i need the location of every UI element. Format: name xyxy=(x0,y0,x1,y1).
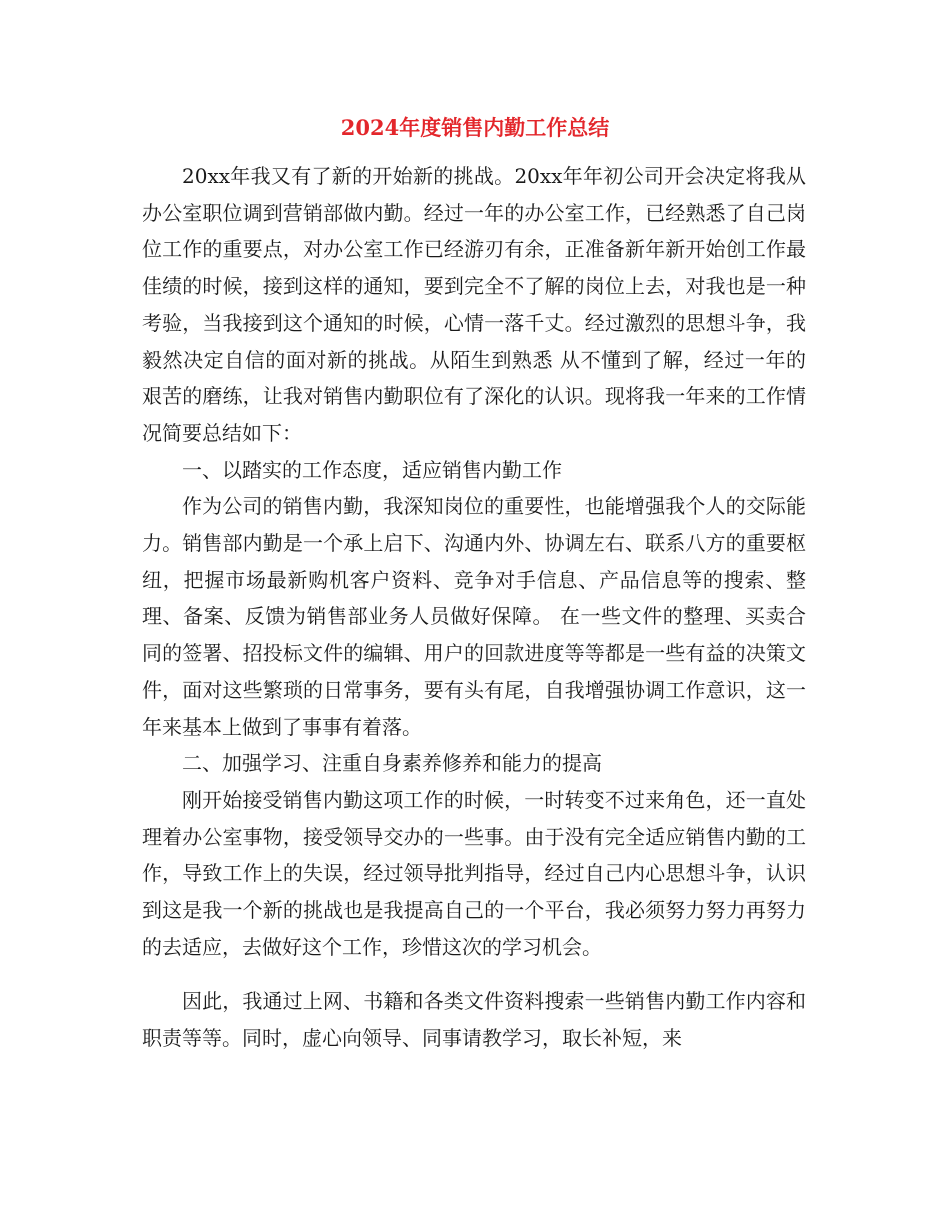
paragraph-section-2: 刚开始接受销售内勤这项工作的时候，一时转变不过来角色，还一直处理着办公室事物，接受领导交办的一些事。由于没有完全适应销售内勤的工作，导致工作上的失误，经过领导批判指导，经过自己内心思想斗争，认识到这是我一个新的挑战也是我提高自己的一个平台，我必须努力努力再努力的去适应，去做好这个工作，珍惜这次的学习机会。 xyxy=(142,787,806,959)
paragraph-intro: 20xx年我又有了新的开始新的挑战。20xx年年初公司开会决定将我从办公室职位调到营销部做内勤。经过一年的办公室工作，已经熟悉了自己岗位工作的重要点，对办公室工作已经游刃有余，正准备新年新开始创工作最佳绩的时候，接到这样的通知，要到完全不了解的岗位上去，对我也是一种考验，当我接到这个通知的时候，心情一落千丈。经过激烈的思想斗争，我毅然决定自信的面对新的挑战。从陌生到熟悉 从不懂到了解，经过一年的艰苦的磨练，让我对销售内勤职位有了深化的认识。现将我一年来的工作情况简要总结如下： xyxy=(142,164,806,445)
document-body xyxy=(142,158,806,1057)
section-heading-1: 一、以踏实的工作态度，适应销售内勤工作 xyxy=(182,457,562,482)
document-title: 2024年度销售内勤工作总结 xyxy=(340,115,610,140)
paragraph-section-2-continued: 因此，我通过上网、书籍和各类文件资料搜索一些销售内勤工作内容和职责等等。同时，虚心向领导、同事请教学习，取长补短，来 xyxy=(142,989,806,1051)
paragraph-section-1: 作为公司的销售内勤，我深知岗位的重要性，也能增强我个人的交际能力。销售部内勤是一个承上启下、沟通内外、协调左右、联系八方的重要枢纽，把握市场最新购机客户资料、竞争对手信息、产品信息等的搜索、整理、备案、反馈为销售部业务人员做好保障。 在一些文件的整理、买卖合同的签署、招投标文件的编辑、用户的回款进度等等都是一些有益的决策文件，面对这些繁琐的日常事务，要有头有尾，自我增强协调工作意识，这一年来基本上做到了事事有着落。 xyxy=(142,494,806,739)
section-heading-2: 二、加强学习、注重自身素养修养和能力的提高 xyxy=(182,751,602,776)
